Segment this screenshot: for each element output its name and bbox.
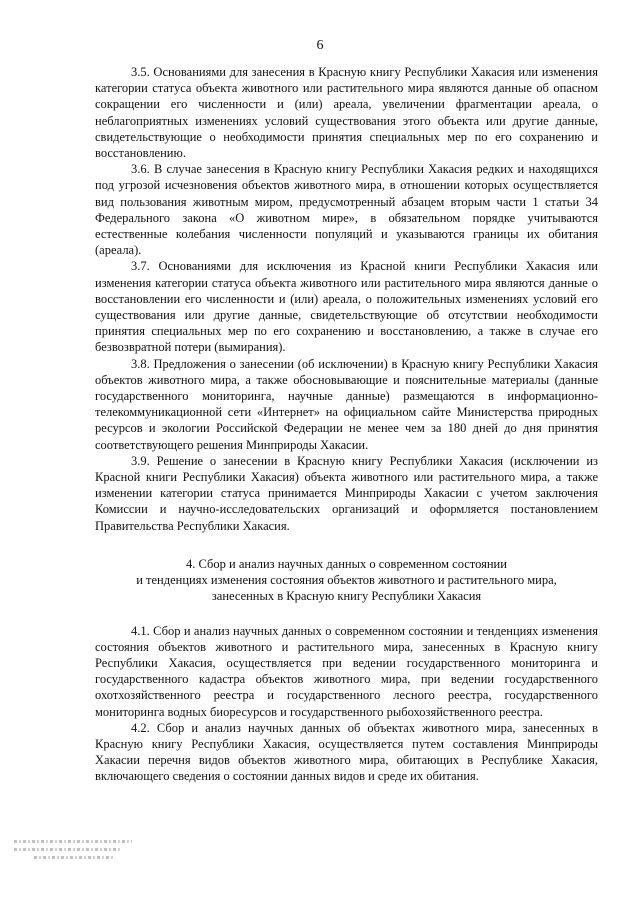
paragraph-3-6: 3.6. В случае занесения в Красную книгу Республики Хакасия редких и находящихся под угрозой исчезновения объектов животного мира, в отношении которых осуществляется вид пользования животным миром, предусмотренный абзацем вторым части 1 статьи 34 Федерального закона «О животном мире», в обязательном порядке учитываются естественные колебания численности популяций и указываются границы их обитания (ареала). xyxy=(95,162,598,258)
section-heading-line-3: занесенных в Красную книгу Республики Хакасия xyxy=(211,589,482,604)
section-heading-line-2: и тенденциях изменения состояния объектов животного и растительного мира, xyxy=(136,573,557,588)
paragraph-3-8: 3.8. Предложения о занесении (об исключении) в Красную книгу Республики Хакасия объектов животного мира, а также обосновывающие и пояснительные материалы (данные государственного мониторинга, научные данные) размещаются в информационно-телекоммуникационной сети «Интернет» на официальном сайте Министерства природных ресурсов и экологии Российской Федерации не менее чем за 180 дней до дня принятия соответствующего решения Минприроды Хакасии. xyxy=(95,356,598,452)
faint-stamp-mark xyxy=(14,835,132,881)
section-4-heading xyxy=(95,556,598,605)
paragraph-3-7: 3.7. Основаниями для исключения из Красной книги Республики Хакасия или изменения категории статуса объекта животного или растительного мира являются данные о восстановлении его численности и (или) ареала, о положительных изменениях условий его существования или другие данные, свидетельствующие об отсутствии необходимости принятия специальных мер по его сохранению и восстановлению, а также в случае его безвозвратной потери (вымирания). xyxy=(95,259,598,355)
section-heading-line-1: 4. Сбор и анализ научных данных о современном состоянии xyxy=(186,556,507,571)
paragraph-3-5: 3.5. Основаниями для занесения в Красную книгу Республики Хакасия или изменения категории статуса объекта животного или растительного мира являются данные об опасном сокращении его численности и (или) ареала, увеличении фрагментации ареала, о неблагоприятных изменениях условий существования этого объекта или другие данные, свидетельствующие о необходимости принятия специальных мер по его сохранению и восстановлению. xyxy=(95,65,598,161)
paragraph-4-2: 4.2. Сбор и анализ научных данных об объектах животного мира, занесенных в Красную книгу Республики Хакасия, осуществляется путем составления Минприроды Хакасии перечня видов объектов животного мира, обитающих в Республике Хакасия, включающего сведения о состоянии данных видов и среде их обитания. xyxy=(95,720,598,784)
document-body xyxy=(95,64,598,785)
paragraph-3-9: 3.9. Решение о занесении в Красную книгу Республики Хакасия (исключении из Красной книги Республики Хакасия) объекта животного или растительного мира, а также изменении категории статуса принимается Минприроды Хакасии с учетом заключения Комиссии и научно-исследовательских организаций и оформляется постановлением Правительства Республики Хакасия. xyxy=(95,453,598,533)
paragraph-4-1: 4.1. Сбор и анализ научных данных о современном состоянии и тенденциях изменения состояния объектов животного и растительного мира, занесенных в Красную книгу Республики Хакасия, осуществляется при ведении государственного мониторинга и государственного кадастра объектов животного мира, при ведении государственного охотхозяйственного реестра и государственного лесного реестра, государственного мониторинга водных биоресурсов и государственного рыбохозяйственного реестра. xyxy=(95,623,598,719)
page-number: 6 xyxy=(316,38,324,53)
